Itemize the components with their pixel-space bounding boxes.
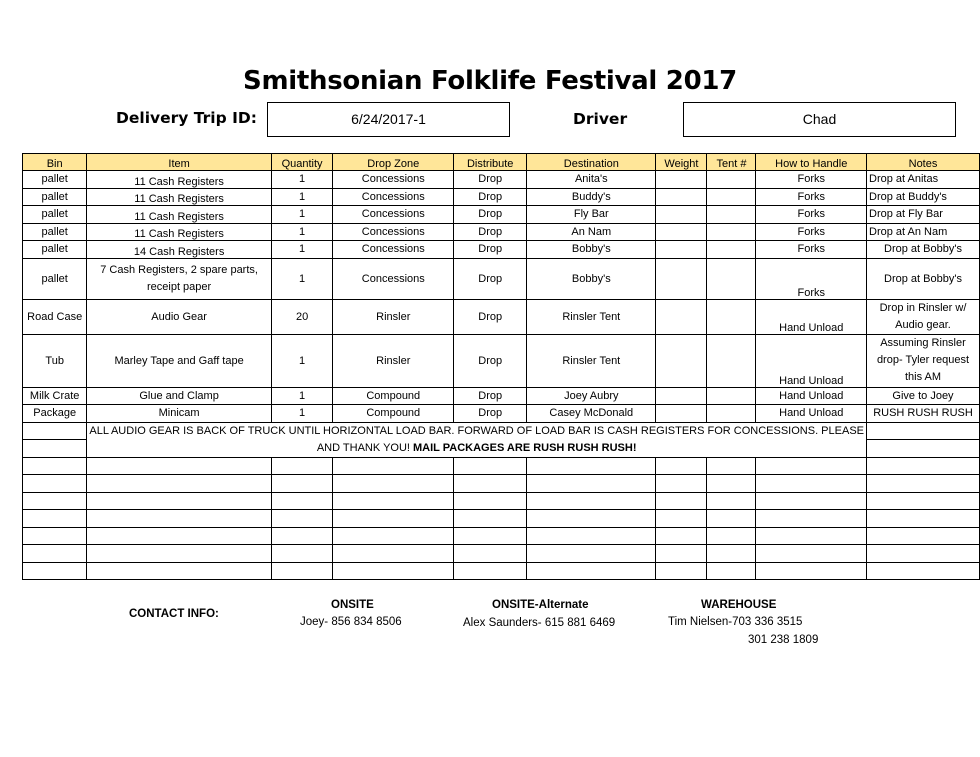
cell-bin: Milk Crate (23, 387, 87, 405)
cell-item: 11 Cash Registers (87, 171, 271, 189)
cell-notes: Drop at An Nam (867, 223, 980, 241)
cell-distribute: Drop (454, 299, 527, 334)
cell-weight (656, 171, 707, 189)
cell-item: Minicam (87, 405, 271, 423)
loading-note-line1: ALL AUDIO GEAR IS BACK OF TRUCK UNTIL HORIZONTAL LOAD BAR. FORWARD OF LOAD BAR IS CASH REGISTERS FOR CONCESSIONS. PLEASE (89, 424, 864, 437)
cell-destination: Fly Bar (527, 206, 656, 224)
table-row (23, 405, 980, 423)
cell-notes: Drop at Bobby's (867, 241, 980, 259)
page-title: Smithsonian Folklife Festival 2017 (243, 66, 737, 96)
cell-weight (656, 258, 707, 299)
cell-item: Marley Tape and Gaff tape (87, 334, 271, 387)
cell-tent (707, 258, 756, 299)
cell-how-to-handle: Forks (756, 171, 867, 189)
loading-note-thanks: AND THANK YOU! (316, 441, 414, 454)
cell-distribute: Drop (454, 223, 527, 241)
cell-distribute: Drop (454, 334, 527, 387)
empty-row (23, 527, 980, 545)
cell-bin: pallet (23, 188, 87, 206)
cell-tent (707, 241, 756, 259)
cell-bin: Package (23, 405, 87, 423)
cell-bin (23, 422, 87, 440)
alternate-title: ONSITE-Alternate (492, 599, 589, 611)
col-distribute: Distribute (454, 154, 527, 171)
cell-bin: Tub (23, 334, 87, 387)
cell-quantity: 20 (271, 299, 332, 334)
cell-bin: pallet (23, 223, 87, 241)
cell-weight (656, 299, 707, 334)
cell-tent (707, 223, 756, 241)
onsite-contact: Joey- 856 834 8506 (300, 616, 402, 628)
table-row (23, 171, 980, 189)
cell-distribute: Drop (454, 241, 527, 259)
cell-bin: pallet (23, 171, 87, 189)
cell-tent (707, 299, 756, 334)
cell-weight (656, 188, 707, 206)
cell-weight (656, 334, 707, 387)
table-row (23, 387, 980, 405)
empty-row (23, 562, 980, 580)
cell-distribute: Drop (454, 171, 527, 189)
cell-quantity: 1 (271, 171, 332, 189)
table-row (23, 299, 980, 334)
cell-drop-zone: Concessions (333, 206, 454, 224)
driver-field[interactable]: Chad (683, 102, 956, 137)
cell-drop-zone: Concessions (333, 188, 454, 206)
cell-item: 7 Cash Registers, 2 spare parts, receipt paper (87, 258, 271, 299)
loading-note-line2 (89, 440, 864, 457)
cell-notes (867, 422, 980, 440)
cell-notes: Assuming Rinsler drop- Tyler request this AM (867, 334, 980, 387)
cell-how-to-handle: Forks (756, 241, 867, 259)
cell-drop-zone: Rinsler (333, 334, 454, 387)
cell-how-to-handle: Hand Unload (756, 387, 867, 405)
cell-distribute: Drop (454, 405, 527, 423)
alternate-contact: Alex Saunders- 615 881 6469 (463, 617, 616, 629)
cell-destination: Joey Aubry (527, 387, 656, 405)
cell-destination: Buddy's (527, 188, 656, 206)
cell-destination: Anita's (527, 171, 656, 189)
cell-destination: Rinsler Tent (527, 299, 656, 334)
cell-quantity: 1 (271, 405, 332, 423)
cell-item: 11 Cash Registers (87, 188, 271, 206)
cell-notes: Drop at Buddy's (867, 188, 980, 206)
cell-notes: Give to Joey (867, 387, 980, 405)
cell-distribute: Drop (454, 387, 527, 405)
empty-row (23, 492, 980, 510)
cell-bin: pallet (23, 241, 87, 259)
cell-weight (656, 241, 707, 259)
warehouse-contact-alt: 301 238 1809 (748, 634, 819, 646)
cell-destination: Bobby's (527, 258, 656, 299)
cell-destination: Bobby's (527, 241, 656, 259)
loading-note-rush: MAIL PACKAGES ARE RUSH RUSH RUSH! (413, 441, 637, 454)
cell-quantity: 1 (271, 223, 332, 241)
cell-quantity: 1 (271, 206, 332, 224)
cell-tent (707, 171, 756, 189)
cell-notes: Drop in Rinsler w/ Audio gear. (867, 299, 980, 334)
col-weight: Weight (656, 154, 707, 171)
cell-item: 11 Cash Registers (87, 206, 271, 224)
cell-drop-zone: Compound (333, 387, 454, 405)
table-row (23, 206, 980, 224)
driver-label: Driver (573, 110, 628, 128)
cell-destination: Casey McDonald (527, 405, 656, 423)
cell-tent (707, 334, 756, 387)
cell-tent (707, 188, 756, 206)
cell-weight (656, 223, 707, 241)
table-row (23, 334, 980, 387)
cell-drop-zone: Compound (333, 405, 454, 423)
cell-how-to-handle: Forks (756, 223, 867, 241)
table-row (23, 223, 980, 241)
cell-drop-zone: Concessions (333, 171, 454, 189)
onsite-title: ONSITE (331, 599, 374, 611)
cell-quantity: 1 (271, 387, 332, 405)
col-notes: Notes (867, 154, 980, 171)
col-tent: Tent # (707, 154, 756, 171)
table-row (23, 241, 980, 259)
warehouse-title: WAREHOUSE (701, 599, 777, 611)
col-item: Item (87, 154, 271, 171)
cell-weight (656, 405, 707, 423)
cell-drop-zone: Concessions (333, 223, 454, 241)
cell-quantity: 1 (271, 334, 332, 387)
cell-tent (707, 405, 756, 423)
cell-weight (656, 206, 707, 224)
header-row (23, 154, 980, 171)
cell-how-to-handle: Hand Unload (756, 334, 867, 387)
cell-bin: pallet (23, 206, 87, 224)
cell-quantity: 1 (271, 258, 332, 299)
cell-quantity: 1 (271, 241, 332, 259)
delivery-table (22, 153, 980, 580)
cell-destination: Rinsler Tent (527, 334, 656, 387)
cell-tent (707, 387, 756, 405)
cell-notes: RUSH RUSH RUSH (867, 405, 980, 423)
col-bin: Bin (23, 154, 87, 171)
cell-drop-zone: Concessions (333, 258, 454, 299)
note-row (23, 422, 980, 440)
cell-notes: Drop at Fly Bar (867, 206, 980, 224)
cell-item: 14 Cash Registers (87, 241, 271, 259)
cell-quantity: 1 (271, 188, 332, 206)
empty-row (23, 545, 980, 563)
cell-drop-zone: Concessions (333, 241, 454, 259)
col-how-to-handle: How to Handle (756, 154, 867, 171)
cell-notes (867, 440, 980, 458)
contact-label: CONTACT INFO: (129, 608, 219, 620)
cell-how-to-handle: Forks (756, 206, 867, 224)
empty-row (23, 457, 980, 475)
cell-how-to-handle: Hand Unload (756, 405, 867, 423)
cell-distribute: Drop (454, 258, 527, 299)
cell-distribute: Drop (454, 206, 527, 224)
col-drop-zone: Drop Zone (333, 154, 454, 171)
cell-destination: An Nam (527, 223, 656, 241)
cell-item: Glue and Clamp (87, 387, 271, 405)
cell-how-to-handle: Hand Unload (756, 299, 867, 334)
cell-drop-zone: Rinsler (333, 299, 454, 334)
table-row (23, 258, 980, 299)
cell-notes: Drop at Bobby's (867, 258, 980, 299)
loading-note (87, 422, 867, 457)
empty-row (23, 510, 980, 528)
empty-row (23, 475, 980, 493)
cell-item: 11 Cash Registers (87, 223, 271, 241)
table-row (23, 188, 980, 206)
trip-id-field[interactable]: 6/24/2017-1 (267, 102, 510, 137)
warehouse-contact: Tim Nielsen-703 336 3515 (668, 616, 803, 628)
col-quantity: Quantity (271, 154, 332, 171)
cell-bin: pallet (23, 258, 87, 299)
cell-bin: Road Case (23, 299, 87, 334)
cell-weight (656, 387, 707, 405)
col-destination: Destination (527, 154, 656, 171)
cell-how-to-handle: Forks (756, 258, 867, 299)
cell-distribute: Drop (454, 188, 527, 206)
cell-tent (707, 206, 756, 224)
trip-id-label: Delivery Trip ID: (116, 109, 257, 127)
cell-how-to-handle: Forks (756, 188, 867, 206)
cell-item: Audio Gear (87, 299, 271, 334)
cell-bin (23, 440, 87, 458)
cell-notes: Drop at Anitas (867, 171, 980, 189)
